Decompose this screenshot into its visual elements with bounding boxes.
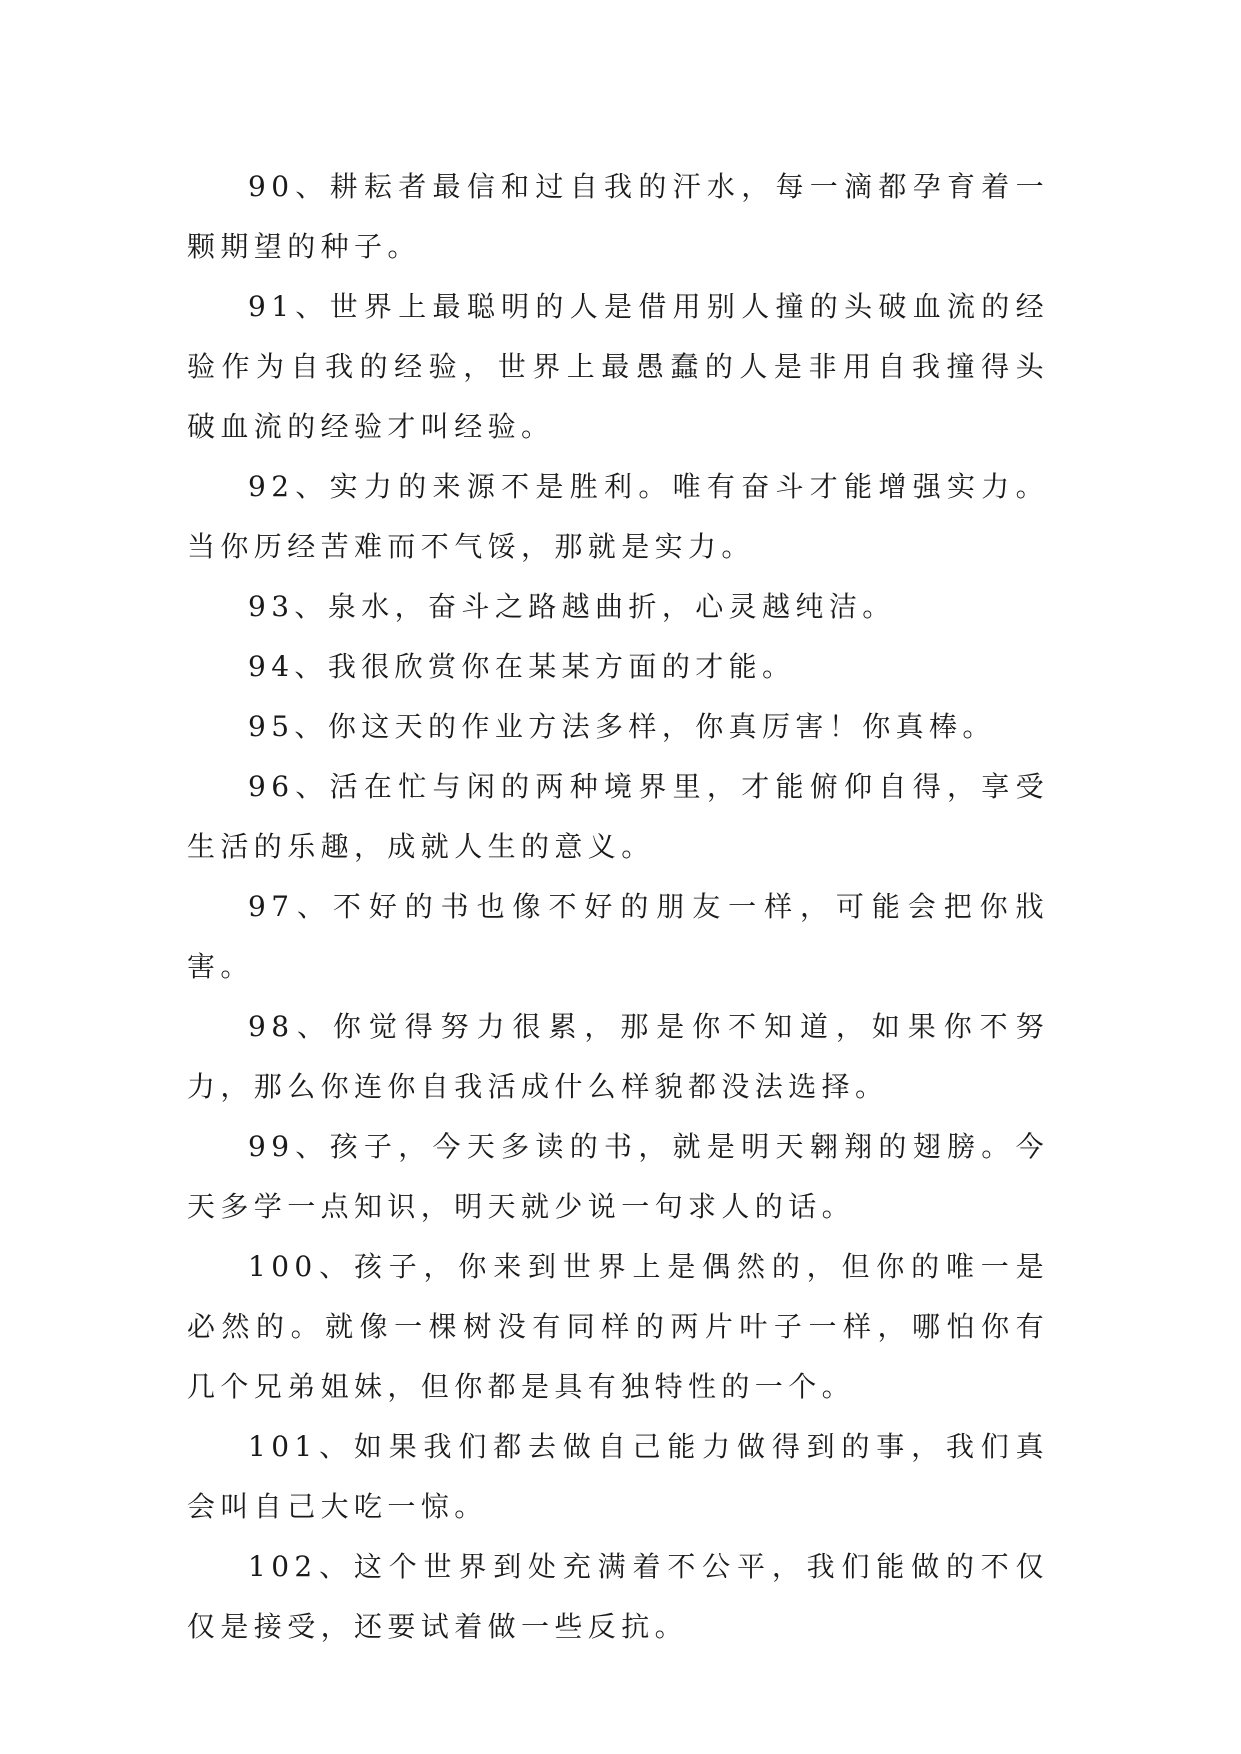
paragraph-92: 92、实力的来源不是胜利。唯有奋斗才能增强实力。当你历经苦难而不气馁，那就是实力。 — [187, 470, 1049, 563]
paragraph-96: 96、活在忙与闲的两种境界里，才能俯仰自得，享受生活的乐趣，成就人生的意义。 — [187, 770, 1049, 863]
paragraph-90: 90、耕耘者最信和过自我的汗水，每一滴都孕育着一颗期望的种子。 — [187, 170, 1049, 263]
paragraph-98: 98、你觉得努力很累，那是你不知道，如果你不努力，那么你连你自我活成什么样貌都没法选择。 — [187, 1010, 1049, 1103]
paragraph-95: 95、你这天的作业方法多样，你真厉害！你真棒。 — [248, 710, 996, 743]
paragraph-101: 101、如果我们都去做自己能力做得到的事，我们真会叫自己大吃一惊。 — [187, 1430, 1049, 1523]
paragraph-91: 91、世界上最聪明的人是借用别人撞的头破血流的经验作为自我的经验，世界上最愚蠢的人是非用自我撞得头破血流的经验才叫经验。 — [187, 290, 1049, 443]
paragraph-99: 99、孩子，今天多读的书，就是明天翱翔的翅膀。今天多学一点知识，明天就少说一句求人的话。 — [187, 1130, 1049, 1223]
paragraph-102: 102、这个世界到处充满着不公平，我们能做的不仅仅是接受，还要试着做一些反抗。 — [187, 1550, 1049, 1643]
paragraph-93: 93、泉水，奋斗之路越曲折，心灵越纯洁。 — [248, 590, 896, 623]
paragraph-100: 100、孩子，你来到世界上是偶然的，但你的唯一是必然的。就像一棵树没有同样的两片叶子一样，哪怕你有几个兄弟姐妹，但你都是具有独特性的一个。 — [187, 1250, 1049, 1403]
paragraph-94: 94、我很欣赏你在某某方面的才能。 — [248, 650, 796, 683]
paragraph-97: 97、不好的书也像不好的朋友一样，可能会把你戕害。 — [187, 890, 1049, 983]
document-body — [187, 157, 1049, 1657]
